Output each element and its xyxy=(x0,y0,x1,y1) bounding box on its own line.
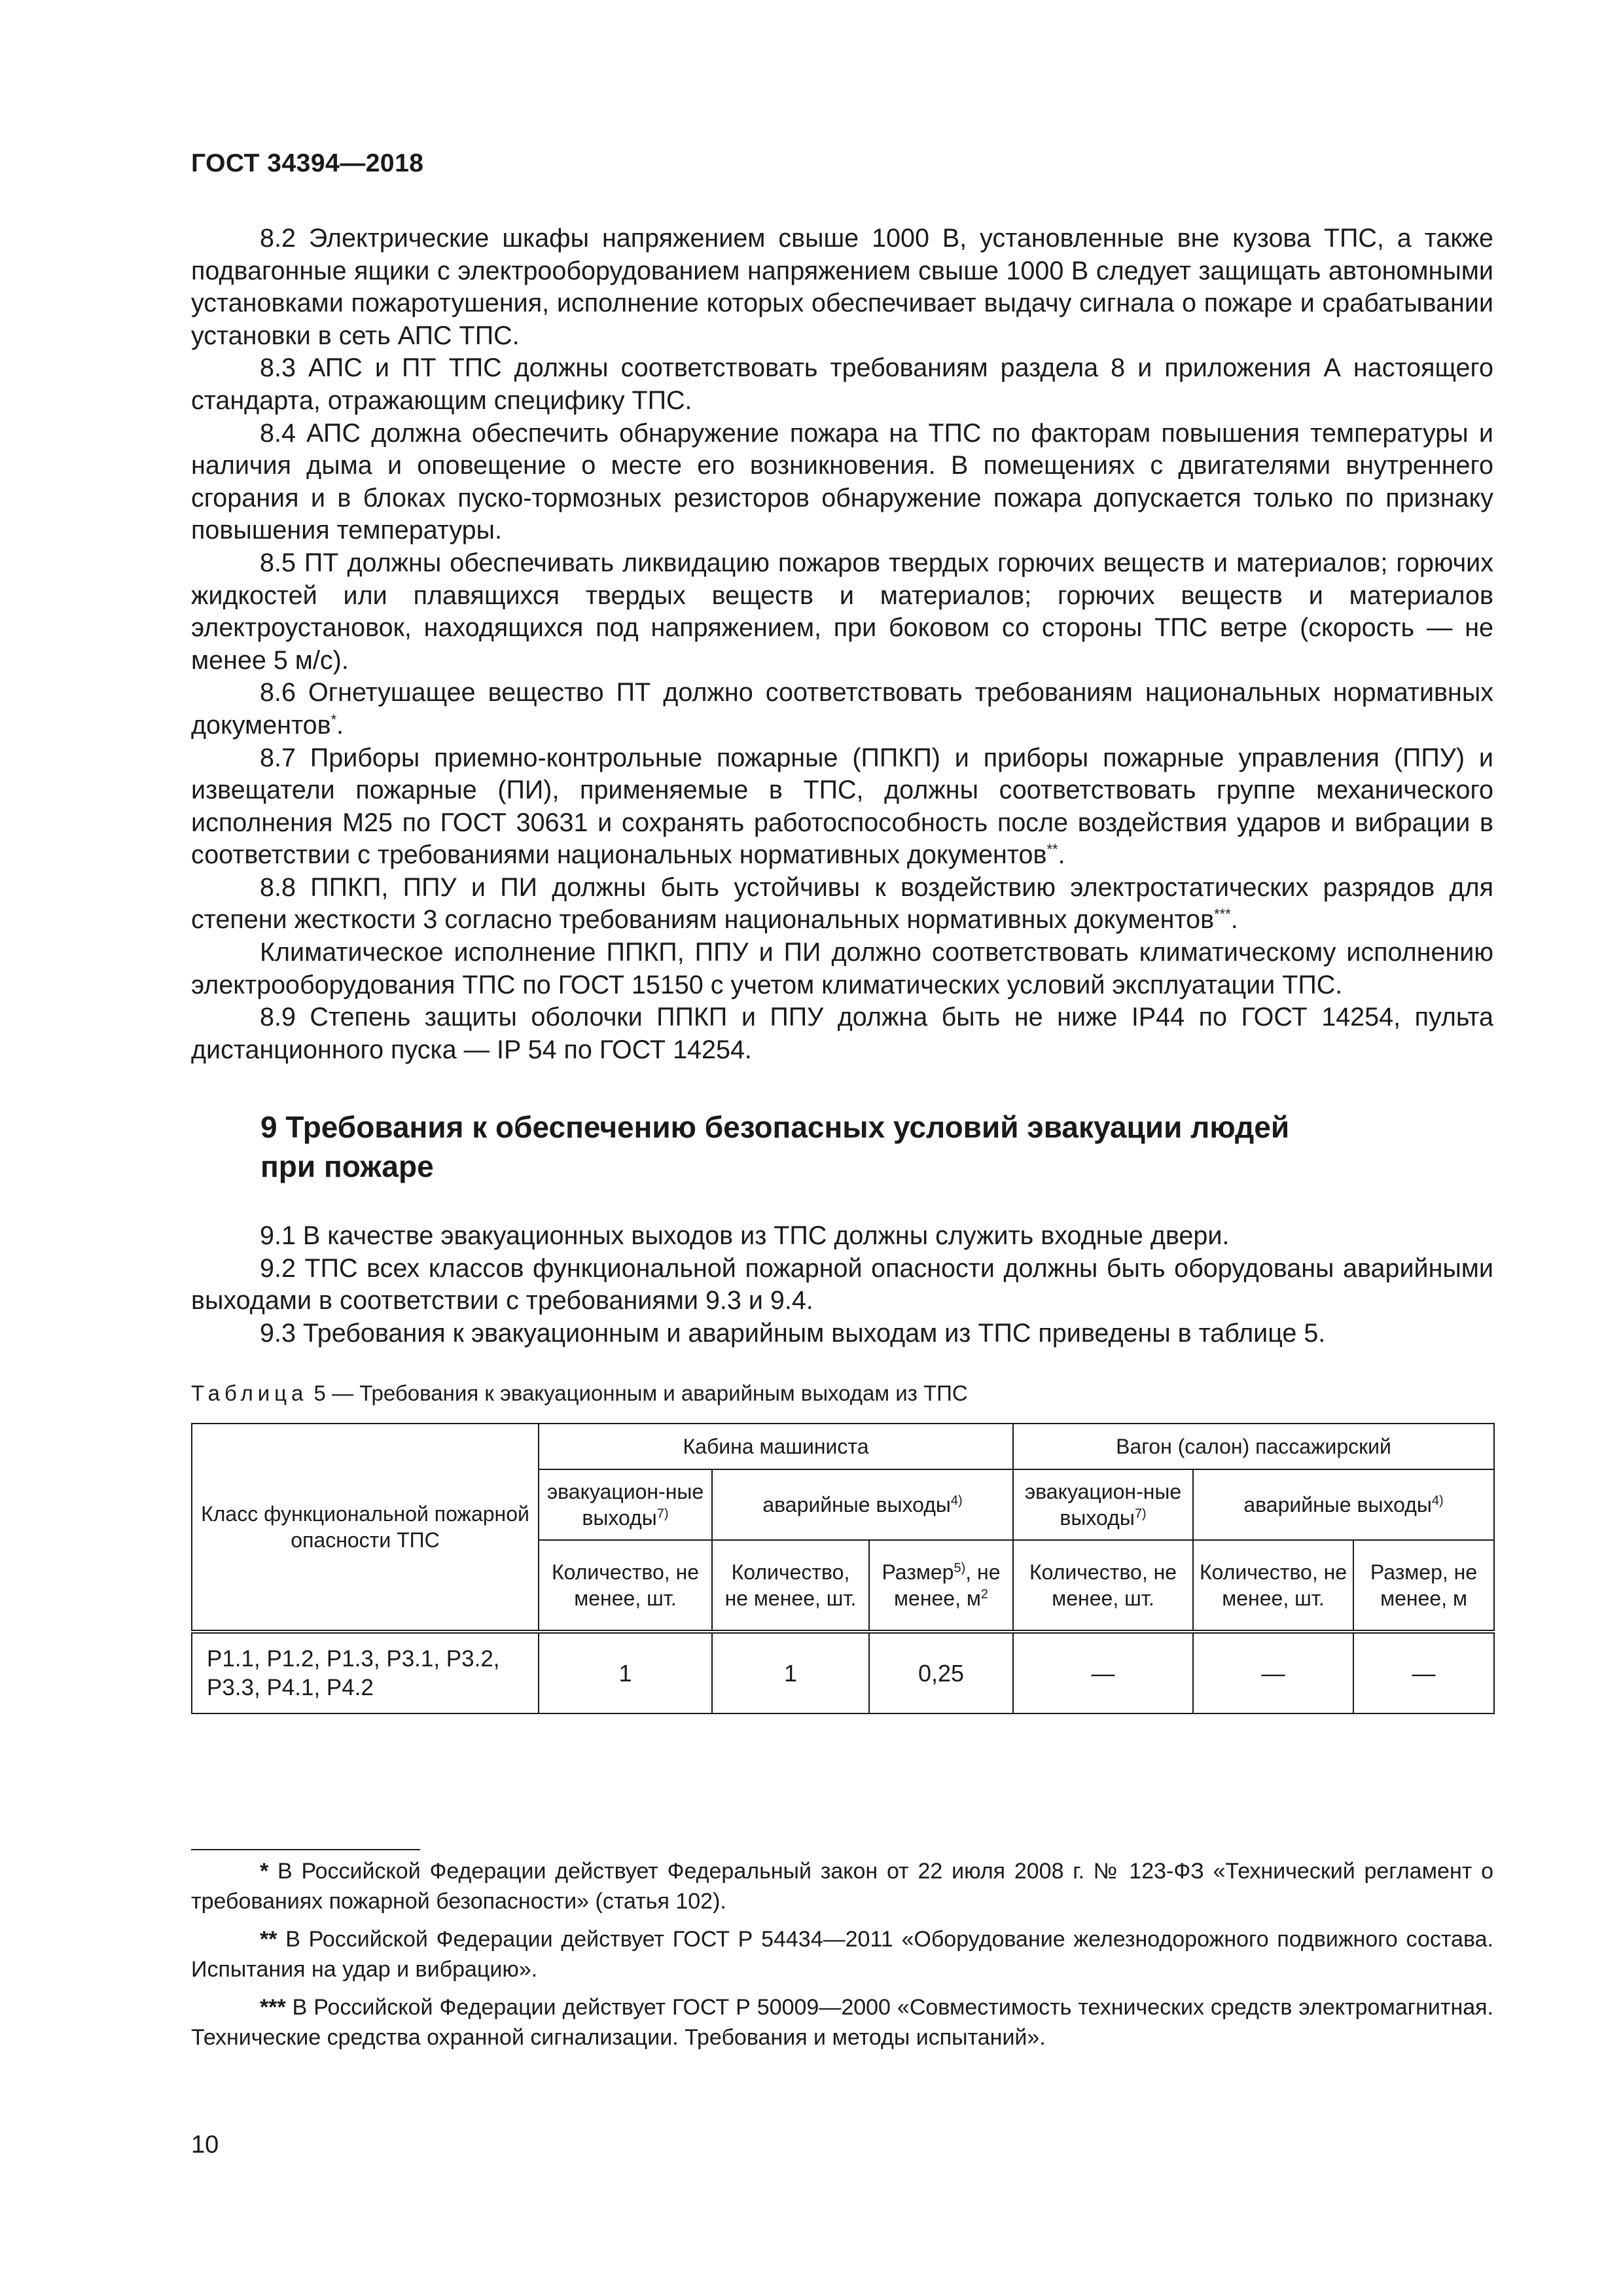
header-cab-evac: эвакуацион-ные выходы$^{7)}$ xyxy=(539,1469,712,1540)
footnote-ref[interactable]: ** xyxy=(1046,841,1058,858)
section-8-text xyxy=(191,223,1493,1066)
section-9-text xyxy=(191,1220,1493,1350)
paragraph-8-9: 8.9 Степень защиты оболочки ППКП и ППУ должна быть не ниже IP44 по ГОСТ 14254, пульта дистанционного пуска — IP 54 по ГОСТ 14254. xyxy=(191,1003,1493,1064)
footnote-1: * В Российской Федерации действует Федеральный закон от 22 июля 2008 г. № 123-ФЗ «Технический регламент о требованиях пожарной безопасности» (статья 102). xyxy=(191,1859,1493,1914)
table-caption-text: 5 — Требования к эвакуационным и аварийным выходам из ТПС xyxy=(308,1381,968,1405)
header-cab-emerg: аварийные выходы$^{4)}$ xyxy=(712,1469,1013,1540)
page-number: 10 xyxy=(191,2131,219,2159)
paragraph-8-8: 8.8 ППКП, ППУ и ПИ должны быть устойчивы к воздействию электростатических разрядов для степени жесткости 3 согласно требованиям национальных нормативных документов***. xyxy=(191,872,1493,935)
footnote-2: ** В Российской Федерации действует ГОСТ Р 54434—2011 «Оборудование железнодорожного подвижного состава. Испытания на удар и вибрацию». xyxy=(191,1927,1493,1982)
paragraph-8-3: 8.3 АПС и ПТ ТПС должны соответствовать требованиям раздела 8 и приложения А настоящего стандарта, отражающим специфику ТПС. xyxy=(191,353,1493,415)
paragraph-8-2: 8.2 Электрические шкафы напряжением свыше 1000 В, установленные вне кузова ТПС, а также подвагонные ящики с электрооборудованием напряжением свыше 1000 В следует защищать автономными установками пожаротушения, исполнение которых обеспечивает выдачу сигнала о пожаре и срабатывании установки в сеть АПС ТПС. xyxy=(191,224,1493,350)
header-cab-emerg-size: Размер$^{5)}$, не менее, $м^2$ xyxy=(869,1540,1013,1632)
footnote-mark: *** xyxy=(260,1995,286,2020)
paragraph-climatic: Климатическое исполнение ППКП, ППУ и ПИ должно соответствовать климатическому исполнению электрооборудования ТПС по ГОСТ 15150 с учетом климатических условий эксплуатации ТПС. xyxy=(191,938,1493,999)
document-header: ГОСТ 34394—2018 xyxy=(191,149,424,177)
table-caption-label: Таблица xyxy=(191,1381,308,1405)
table-5 xyxy=(191,1423,1495,1714)
header-cab-emerg-qty: Количество, не менее, шт. xyxy=(712,1540,869,1632)
paragraph-9-2: 9.2 ТПС всех классов функциональной пожарной опасности должны быть оборудованы аварийными выходами в соответствии с требованиями 9.3 и 9.4. xyxy=(191,1253,1493,1316)
paragraph-8-6: 8.6 Огнетушащее вещество ПТ должно соответствовать требованиям национальных нормативных документов*. xyxy=(191,678,1493,740)
footnote-mark: ** xyxy=(260,1927,277,1952)
footnote-ref[interactable]: * xyxy=(330,711,337,728)
row-cab-emerg-size: 0,25 xyxy=(869,1632,1013,1713)
paragraph-9-1: 9.1 В качестве эвакуационных выходов из ТПС должны служить входные двери. xyxy=(260,1221,1230,1250)
footnote-3: *** В Российской Федерации действует ГОСТ Р 50009—2000 «Совместимость технических средств электромагнитная. Технические средства охранной сигнализации. Требования и методы испытаний». xyxy=(191,1995,1493,2050)
paragraph-9-3: 9.3 Требования к эвакуационным и аварийным выходам из ТПС приведены в таблице 5. xyxy=(260,1318,1326,1348)
section-9-heading-line2: при пожаре xyxy=(260,1149,434,1183)
footnotes xyxy=(191,1856,1493,2060)
table-header-row-1 xyxy=(192,1424,1494,1469)
row-class: Р1.1, Р1.2, Р1.3, Р3.1, Р3.2, Р3.3, Р4.1, Р4.2 xyxy=(192,1632,539,1713)
section-9-heading-line1: 9 Требования к обеспечению безопасных условий эвакуации людей xyxy=(260,1110,1290,1144)
paragraph-8-7: 8.7 Приборы приемно-контрольные пожарные (ППКП) и приборы пожарные управления (ППУ) и извещатели пожарные (ПИ), применяемые в ТПС, должны соответствовать группе механического исполнения М25 по ГОСТ 30631 и сохранять работоспособность после воздействия ударов и вибрации в соответствии с требованиями национальных нормативных документов**. xyxy=(191,743,1493,870)
paragraph-8-4: 8.4 АПС должна обеспечить обнаружение пожара на ТПС по факторам повышения температуры и наличия дыма и оповещение о месте его возникновения. В помещениях с двигателями внутреннего сгорания и в блоках пуско-тормозных резисторов обнаружение пожара допускается только по признаку повышения температуры. xyxy=(191,418,1493,545)
row-car-emerg-size: — xyxy=(1353,1632,1494,1713)
row-cab-emerg-qty: 1 xyxy=(712,1632,869,1713)
header-class: Класс функциональной пожарной опасности ТПС xyxy=(192,1424,539,1632)
footnote-mark: * xyxy=(260,1859,269,1884)
row-cab-evac: 1 xyxy=(539,1632,712,1713)
table-caption xyxy=(191,1381,968,1406)
row-car-evac: — xyxy=(1013,1632,1193,1713)
header-car-emerg: аварийные выходы$^{4)}$ xyxy=(1193,1469,1494,1540)
header-car-evac-qty: Количество, не менее, шт. xyxy=(1013,1540,1193,1632)
paragraph-8-5: 8.5 ПТ должны обеспечивать ликвидацию пожаров твердых горючих веществ и материалов; горючих жидкостей или плавящихся твердых веществ и материалов; горючих веществ и материалов электроустановок, находящихся под напряжением, при боковом со стороны ТПС ветре (скорость — не менее 5 м/с). xyxy=(191,548,1493,675)
footnote-ref[interactable]: *** xyxy=(1214,906,1231,923)
header-car-emerg-size: Размер, не менее, м xyxy=(1353,1540,1494,1632)
footnote-divider xyxy=(191,1849,420,1850)
header-car-evac: эвакуацион-ные выходы$^{7)}$ xyxy=(1013,1469,1193,1540)
header-car-emerg-qty: Количество, не менее, шт. xyxy=(1193,1540,1353,1632)
row-car-emerg-qty: — xyxy=(1193,1632,1353,1713)
header-cab: Кабина машиниста xyxy=(539,1424,1013,1469)
table-row xyxy=(192,1632,1494,1713)
header-car: Вагон (салон) пассажирский xyxy=(1013,1424,1494,1469)
header-cab-evac-qty: Количество, не менее, шт. xyxy=(539,1540,712,1632)
section-9-heading xyxy=(260,1107,1438,1186)
